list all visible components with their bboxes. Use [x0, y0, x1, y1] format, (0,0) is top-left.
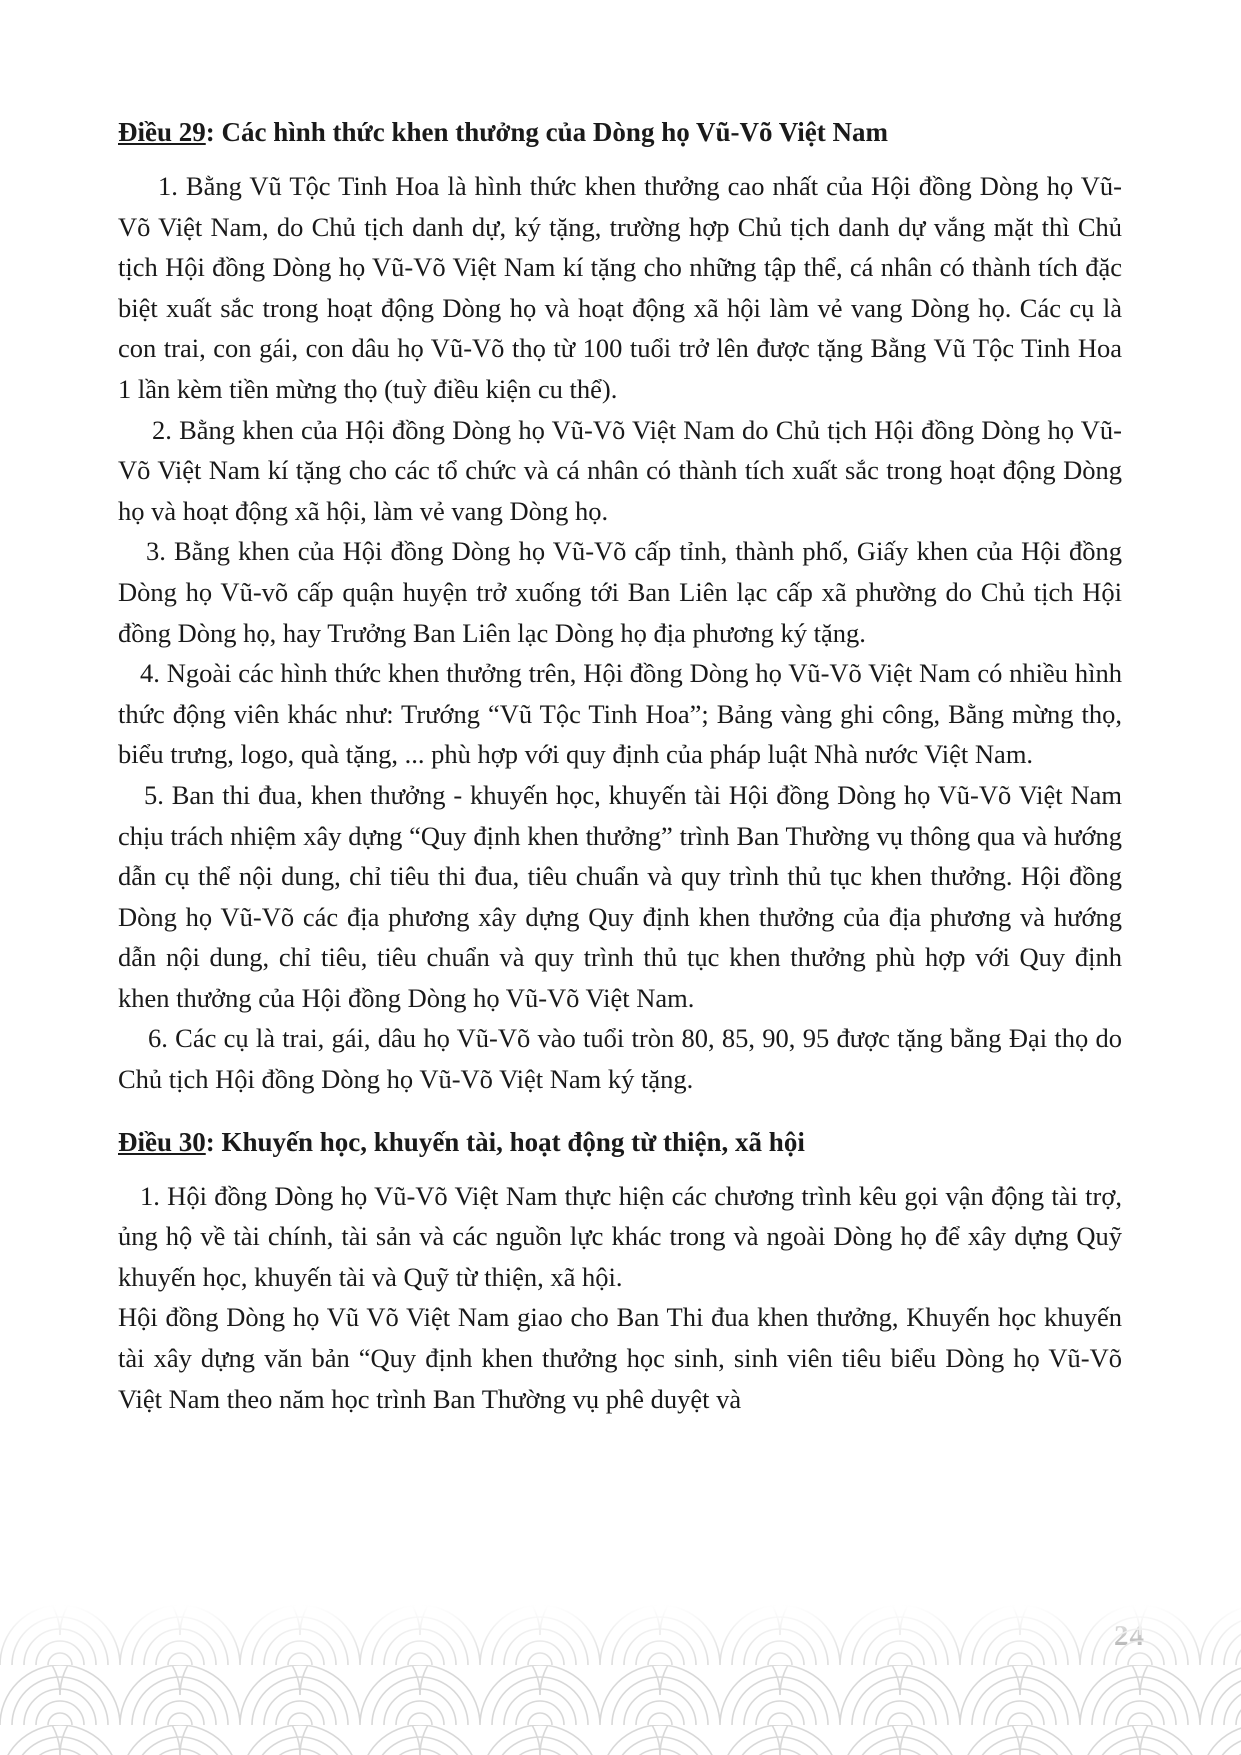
article-29-paragraph-1: 1. Bằng Vũ Tộc Tinh Hoa là hình thức khen thưởng cao nhất của Hội đồng Dòng họ Vũ-Võ Việt Nam, do Chủ tịch danh dự, ký tặng, trường hợp Chủ tịch danh dự vắng mặt thì Chủ tịch Hội đồng Dòng họ Vũ-Võ Việt Nam kí tặng cho những tập thể, cá nhân có thành tích đặc biệt xuất sắc trong hoạt động Dòng họ và hoạt động xã hội làm vẻ vang Dòng họ. Các cụ là con trai, con gái, con dâu họ Vũ-Võ thọ từ 100 tuổi trở lên được tặng Bằng Vũ Tộc Tinh Hoa 1 lần kèm tiền mừng thọ (tuỳ điều kiện cu thể).	[118, 171, 1122, 404]
article-29-paragraph-6: 6. Các cụ là trai, gái, dâu họ Vũ-Võ vào tuổi tròn 80, 85, 90, 95 được tặng bằng Đại thọ do Chủ tịch Hội đồng Dòng họ Vũ-Võ Việt Nam ký tặng.	[118, 1023, 1122, 1095]
article-29-paragraph-5: 5. Ban thi đua, khen thưởng - khuyến học, khuyến tài Hội đồng Dòng họ Vũ-Võ Việt Nam chịu trách nhiệm xây dựng “Quy định khen thưởng” trình Ban Thường vụ thông qua và hướng dẫn cụ thể nội dung, chỉ tiêu thi đua, tiêu chuẩn và quy trình thủ tục khen thưởng. Hội đồng Dòng họ Vũ-Võ các địa phương xây dựng Quy định khen thưởng của địa phương và hướng dẫn nội dung, chỉ tiêu, tiêu chuẩn và quy trình thủ tục khen thưởng phù hợp với Quy định khen thưởng của Hội đồng Dòng họ Vũ-Võ Việt Nam.	[118, 779, 1122, 1013]
article-30-paragraph-1: 1. Hội đồng Dòng họ Vũ-Võ Việt Nam thực hiện các chương trình kêu gọi vận động tài trợ, ủng hộ về tài chính, tài sản và các nguồn lực khác trong và ngoài Dòng họ để xây dựng Quỹ khuyến học, khuyến tài và Quỹ từ thiện, xã hội.	[118, 1180, 1122, 1292]
article-29-paragraph-3: 3. Bằng khen của Hội đồng Dòng họ Vũ-Võ cấp tỉnh, thành phố, Giấy khen của Hội đồng Dòng họ Vũ-võ cấp quận huyện trở xuống tới Ban Liên lạc cấp xã phường do Chủ tịch Hội đồng Dòng họ, hay Trưởng Ban Liên lạc Dòng họ địa phương ký tặng.	[118, 536, 1122, 648]
article-30-paragraph-2: Hội đồng Dòng họ Vũ Võ Việt Nam giao cho Ban Thi đua khen thưởng, Khuyến học khuyến tài xây dựng văn bản “Quy định khen thưởng học sinh, sinh viên tiêu biểu Dòng họ Vũ-Võ Việt Nam theo năm học trình Ban Thường vụ phê duyệt và	[118, 1302, 1122, 1414]
section-gap	[118, 1100, 1122, 1122]
page-content	[118, 112, 1122, 1419]
article-29-number: Điều 29	[118, 117, 206, 147]
article-29-title: : Các hình thức khen thưởng của Dòng họ Vũ-Võ Việt Nam	[205, 117, 888, 147]
article-30-number: Điều 30	[118, 1126, 206, 1157]
footer-wave-pattern	[0, 1605, 1241, 1755]
article-30-heading	[118, 1122, 1122, 1162]
article-29-paragraph-2: 2. Bằng khen của Hội đồng Dòng họ Vũ-Võ Việt Nam do Chủ tịch Hội đồng Dòng họ Vũ-Võ Việt Nam kí tặng cho các tổ chức và cá nhân có thành tích xuất sắc trong hoạt động Dòng họ và hoạt động xã hội, làm vẻ vang Dòng họ.	[118, 414, 1122, 526]
article-29-heading	[118, 112, 1122, 152]
article-30-title: : Khuyến học, khuyến tài, hoạt động từ thiện, xã hội	[205, 1126, 805, 1157]
article-29-paragraph-4: 4. Ngoài các hình thức khen thưởng trên, Hội đồng Dòng họ Vũ-Võ Việt Nam có nhiều hình thức động viên khác như: Trướng “Vũ Tộc Tinh Hoa”; Bảng vàng ghi công, Bằng mừng thọ, biểu trưng, logo, quà tặng, ... phù hợp với quy định của pháp luật Nhà nước Việt Nam.	[118, 658, 1122, 770]
